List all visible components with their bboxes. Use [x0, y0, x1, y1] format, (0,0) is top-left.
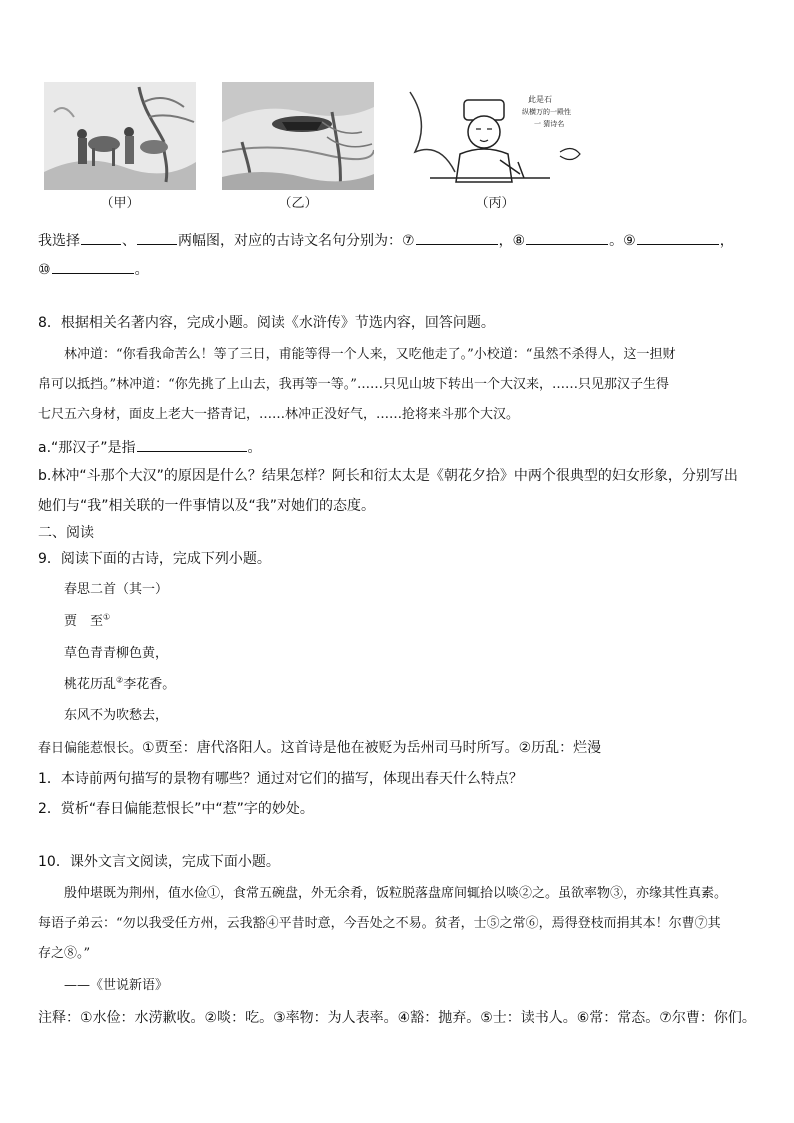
q8-question-a: [38, 437, 262, 458]
poem-line: [64, 675, 175, 695]
poem-title: 春思二首（其一）: [64, 582, 169, 597]
fill-blank[interactable]: [416, 230, 498, 245]
fill-blank[interactable]: [637, 230, 719, 245]
footnote-marker: ①: [103, 612, 111, 622]
figure-yi: [222, 82, 374, 211]
q9-subquestion-2: 2．赏析“春日偏能惹恨长”中“惹”字的妙处。: [38, 801, 314, 817]
poem-last-line-with-notes: [38, 738, 601, 759]
figure-row: [40, 82, 600, 212]
q7-answer-line-2: [38, 259, 149, 280]
q7-text: 两幅图，对应的古诗文名句分别为：⑦: [178, 233, 415, 249]
q10-passage-line: 存之⑧。”: [38, 946, 91, 961]
svg-text:此是石: 此是石: [528, 95, 552, 104]
cartoon-scholar-writing-image: [400, 82, 590, 190]
q7-text: 。⑨: [609, 233, 636, 249]
poem-line: 春日偏能惹恨长。: [38, 741, 143, 756]
q8-title: 8．根据相关名著内容，完成小题。阅读《水浒传》节选内容，回答问题。: [38, 315, 495, 331]
q7-text: 我选择: [38, 233, 80, 249]
poem-notes: ①贾至：唐代洛阳人。这首诗是他在被贬为岳州司马时所写。②历乱：烂漫: [142, 740, 602, 756]
figure-caption: （乙）: [278, 196, 318, 211]
fill-blank[interactable]: [52, 259, 134, 274]
figure-caption: （丙）: [475, 196, 515, 211]
poem-line: 草色青青柳色黄，: [64, 646, 169, 661]
q8a-text: 。: [247, 440, 262, 456]
svg-text:纵横万的一殿性: 纵横万的一殿性: [522, 108, 571, 116]
fill-blank[interactable]: [526, 230, 608, 245]
poem-line: 东风不为吹愁去，: [64, 708, 169, 723]
q8-question-b-line-1: b.林冲“斗那个大汉”的原因是什么？结果怎样？阿长和衍太太是《朝花夕拾》中两个很典型的妇女形象，分别写出: [38, 468, 738, 484]
q8-passage-line: 七尺五六身材，面皮上老大一搭青记，……林冲正没好气，……抢将来斗那个大汉。: [38, 407, 520, 422]
q7-text: ，: [719, 233, 734, 249]
author-name: 贾 至: [64, 614, 104, 629]
q10-title: 10．课外文言文阅读，完成下面小题。: [38, 854, 280, 870]
fill-blank[interactable]: [137, 230, 177, 245]
q8a-text: a.“那汉子”是指: [38, 440, 136, 456]
q7-text: ⑩: [38, 262, 51, 278]
q10-notes: 注释：①水俭：水涝歉收。②啖：吃。③率物：为人表率。④豁：抛弃。⑤士：读书人。⑥常：常态。⑦尔曹：你们。: [38, 1010, 756, 1026]
poem-text: 李花香。: [123, 677, 176, 692]
fill-blank[interactable]: [137, 437, 247, 452]
poem-author: [64, 612, 110, 632]
q10-passage-line: 殷仲堪既为荆州，值水俭①，食常五碗盘，外无余肴，饭粒脱落盘席间辄拾以啖②之。虽欲率物③，亦缘其性真素。: [64, 886, 728, 901]
q8-passage-line: 帛可以抵挡。”林冲道：“你先挑了上山去，我再等一等。”……只见山坡下转出一个大汉来，……只见那汉子生得: [38, 377, 669, 392]
figure-caption: （甲）: [100, 196, 140, 211]
ink-painting-river-boat-image: [222, 82, 374, 190]
q7-answer-line-1: [38, 230, 734, 251]
figure-bing: [400, 82, 590, 211]
fill-blank[interactable]: [81, 230, 121, 245]
q7-text: 、: [122, 233, 136, 249]
q8-passage-line: 林冲道：“你看我命苦么！等了三日，甫能等得一个人来，又吃他走了。”小校道：“虽然不杀得人，这一担财: [64, 347, 676, 362]
q7-text: ，⑧: [498, 233, 526, 249]
q7-text: 。: [134, 262, 149, 278]
ink-painting-horsemen-image: [44, 82, 196, 190]
q10-passage-line: 每语子弟云：“勿以我受任方州，云我豁④平昔时意，今吾处之不易。贫者，士⑤之常⑥，焉得登枝而捐其本！尔曹⑦其: [38, 916, 721, 931]
svg-text:一 猜诗名: 一 猜诗名: [534, 120, 565, 128]
q10-source: ——《世说新语》: [64, 978, 169, 993]
q9-subquestion-1: 1．本诗前两句描写的景物有哪些？通过对它们的描写，体现出春天什么特点？: [38, 771, 523, 787]
figure-jia: [44, 82, 196, 211]
poem-text: 桃花历乱: [64, 677, 117, 692]
q9-title: 9．阅读下面的古诗，完成下列小题。: [38, 551, 271, 567]
section-heading: 二、阅读: [38, 525, 94, 541]
footnote-marker: ②: [116, 675, 124, 685]
q8-question-b-line-2: 她们与“我”相关联的一件事情以及“我”对她们的态度。: [38, 498, 376, 514]
